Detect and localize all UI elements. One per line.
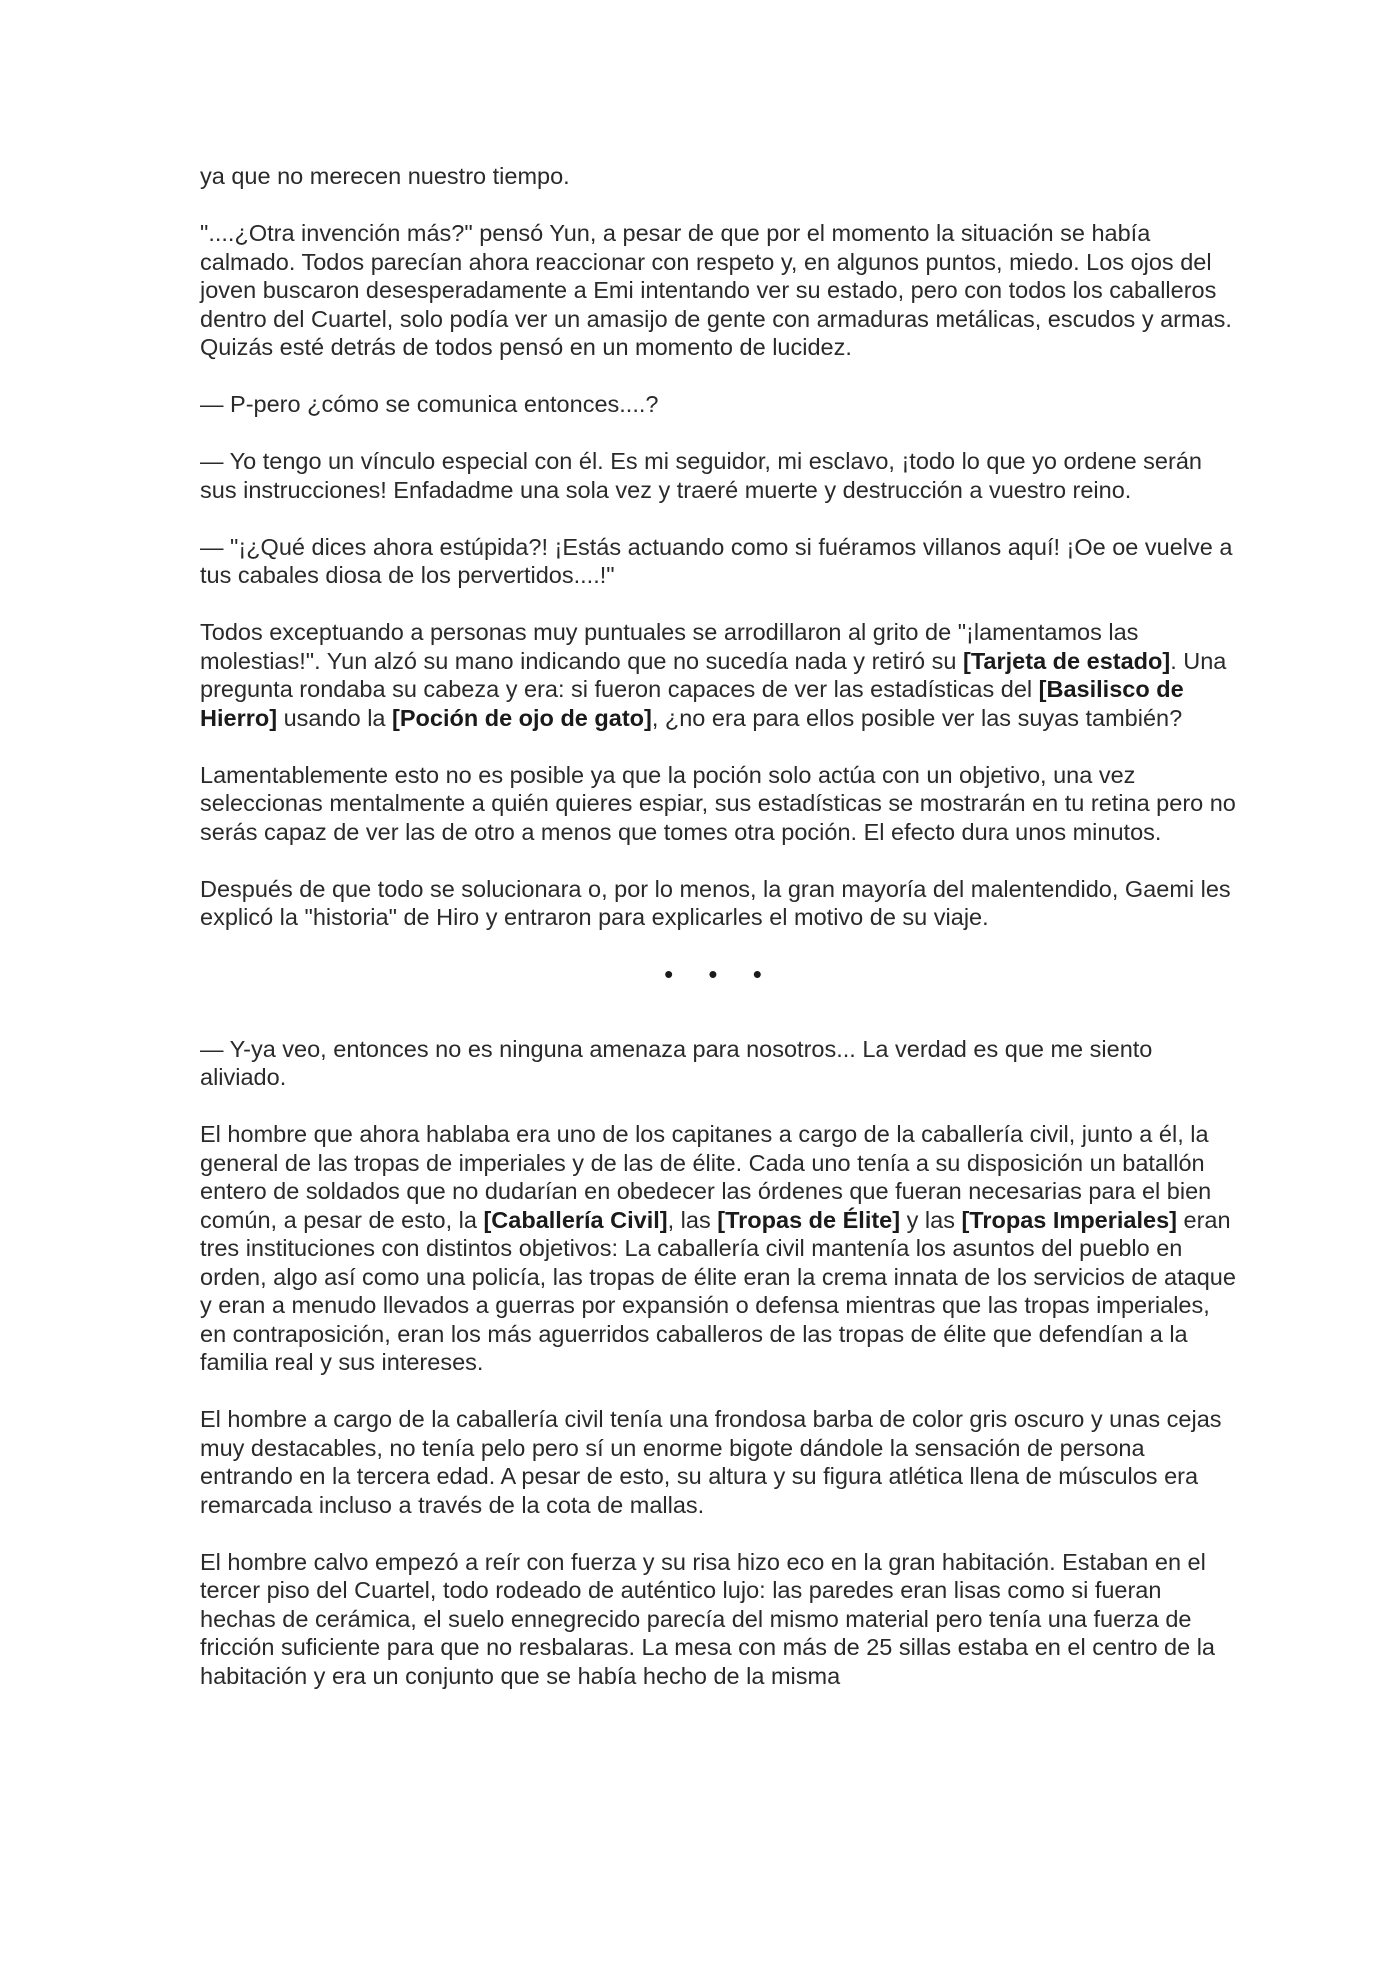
bold-term: [Basilisco de Hierro] [200, 676, 1184, 731]
paragraph [200, 447, 1240, 504]
paragraph [200, 761, 1240, 847]
text-segment: . Una pregunta rondaba su cabeza y era: si fueron capaces de ver las estadísticas del [200, 647, 1227, 702]
bold-term: [Tarjeta de estado] [963, 647, 1171, 674]
paragraph [200, 875, 1240, 932]
text-segment: eran tres instituciones con distintos objetivos: La caballería civil mantenía los asuntos del pueblo en orden, algo así como una policía, las tropas de élite eran la crema innata de los servicios de ataque y eran a menudo llevados a guerras por expansión o defensa mientras que las tropas imperiales, en contraposición, eran los más aguerridos caballeros de las tropas de élite que defendían a la familia real y sus intereses. [200, 1206, 1236, 1375]
text-segment: El hombre calvo empezó a reír con fuerza y su risa hizo eco en la gran habitación. Estaban en el tercer piso del Cuartel, todo rodeado de auténtico lujo: las paredes eran lisas como si fueran hechas de cerámica, el suelo ennegrecido parecía del mismo material pero tenía una fuerza de fricción suficiente para que no resbalaras. La mesa con más de 25 sillas estaba en el centro de la habitación y era un conjunto que se había hecho de la misma [200, 1548, 1215, 1689]
text-segment: ya que no merecen nuestro tiempo. [200, 163, 570, 189]
paragraph [200, 162, 1240, 191]
paragraph [200, 533, 1240, 590]
section-separator: • • • [664, 959, 776, 989]
text-block-after-separator [200, 1035, 1240, 1691]
text-block-before-separator [200, 162, 1240, 932]
bold-term: [Tropas Imperiales] [961, 1206, 1177, 1233]
text-segment: — Yo tengo un vínculo especial con él. Es mi seguidor, mi esclavo, ¡todo lo que yo ordene serán sus instrucciones! Enfadadme una sola vez y traeré muerte y destrucción a vuestro reino. [200, 448, 1202, 503]
text-segment: El hombre que ahora hablaba era uno de los capitanes a cargo de la caballería civil, junto a él, la general de las tropas de imperiales y de las de élite. Cada uno tenía a su disposición un batallón entero de soldados que no dudarían en obedecer las órdenes que fueran necesarias para el bien común, a pesar de esto, la [200, 1121, 1212, 1233]
text-segment: Después de que todo se solucionara o, por lo menos, la gran mayoría del malentendido, Gaemi les explicó la "historia" de Hiro y entraron para explicarles el motivo de su viaje. [200, 875, 1231, 930]
text-segment: — P-pero ¿cómo se comunica entonces....? [200, 391, 659, 417]
text-segment: — "¡¿Qué dices ahora estúpida?! ¡Estás actuando como si fuéramos villanos aquí! ¡Oe oe vuelve a tus cabales diosa de los pervertidos....!" [200, 533, 1233, 588]
text-segment: usando la [277, 704, 393, 731]
bold-term: [Tropas de Élite] [717, 1206, 901, 1233]
text-segment: , ¿no era para ellos posible ver las suyas también? [651, 704, 1183, 731]
text-segment: , las [667, 1206, 718, 1233]
document-page [200, 162, 1240, 1719]
paragraph [200, 390, 1240, 419]
paragraph [200, 219, 1240, 362]
bold-term: [Poción de ojo de gato] [392, 704, 652, 731]
paragraph [200, 1548, 1240, 1691]
text-segment: El hombre a cargo de la caballería civil tenía una frondosa barba de color gris oscuro y unas cejas muy destacables, no tenía pelo pero sí un enorme bigote dándole la sensación de persona entrando en la tercera edad. A pesar de esto, su altura y su figura atlética llena de músculos era remarcada incluso a través de la cota de mallas. [200, 1406, 1222, 1518]
text-segment: Lamentablemente esto no es posible ya que la poción solo actúa con un objetivo, una vez seleccionas mentalmente a quién quieres espiar, sus estadísticas se mostrarán en tu retina pero no serás capaz de ver las de otro a menos que tomes otra poción. El efecto dura unos minutos. [200, 761, 1236, 845]
text-segment: y las [900, 1206, 962, 1233]
bold-term: [Caballería Civil] [483, 1206, 668, 1233]
paragraph [200, 1120, 1240, 1377]
text-segment: Todos exceptuando a personas muy puntuales se arrodillaron al grito de "¡lamentamos las molestias!". Yun alzó su mano indicando que no sucedía nada y retiró su [200, 619, 1139, 674]
text-segment: — Y-ya veo, entonces no es ninguna amenaza para nosotros... La verdad es que me siento aliviado. [200, 1035, 1153, 1090]
text-segment: "....¿Otra invención más?" pensó Yun, a pesar de que por el momento la situación se había calmado. Todos parecían ahora reaccionar con respeto y, en algunos puntos, miedo. Los ojos del joven buscaron desesperadamente a Emi intentando ver su estado, pero con todos los caballeros dentro del Cuartel, solo podía ver un amasijo de gente con armaduras metálicas, escudos y armas. Quizás esté detrás de todos pensó en un momento de lucidez. [200, 220, 1232, 360]
paragraph [200, 1035, 1240, 1092]
paragraph [200, 618, 1240, 732]
paragraph [200, 1405, 1240, 1519]
